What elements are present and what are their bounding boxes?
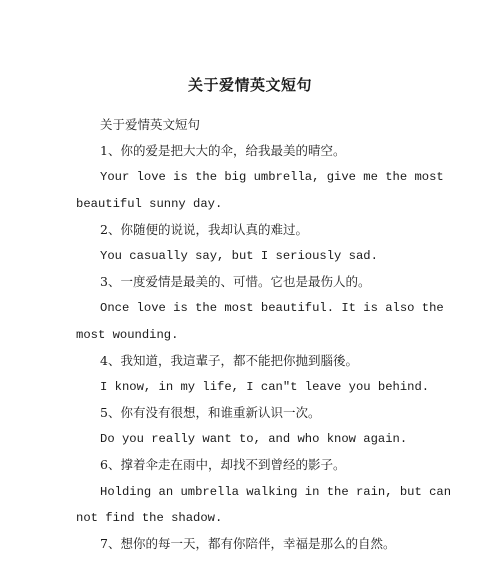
- text-line: 7、想你的每一天，都有你陪伴，幸福是那么的自然。: [100, 536, 396, 551]
- text-line: most wounding.: [76, 327, 179, 342]
- text-line: 6、撑着伞走在雨中，却找不到曾经的影子。: [100, 457, 346, 473]
- text-line: beautiful sunny day.: [76, 196, 223, 211]
- text-line: You casually say, but I seriously sad.: [100, 248, 378, 263]
- text-line: not find the shadow.: [76, 510, 223, 525]
- text-line: I know, in my life, I can"t leave you behind.: [100, 379, 430, 394]
- text-line: Once love is the most beautiful. It is also the: [100, 301, 444, 316]
- text-line: 5、你有没有很想，和谁重新认识一次。: [100, 405, 321, 421]
- text-line: Do you really want to, and who know again.: [100, 432, 408, 447]
- text-line: 1、你的爱是把大大的伞，给我最美的晴空。: [100, 143, 346, 159]
- text-line: Holding an umbrella walking in the rain, but can: [100, 484, 452, 499]
- document-title: 关于爱情英文短句: [187, 76, 312, 94]
- text-line: Your love is the big umbrella, give me the most: [100, 170, 444, 185]
- text-line: 4、我知道，我這輩子，都不能把你抛到腦後。: [100, 352, 358, 368]
- text-line: 3、一度爱情是最美的、可惜。它也是最伤人的。: [100, 274, 371, 290]
- text-line: 2、你随便的说说，我却认真的难过。: [100, 221, 308, 237]
- subtitle-line: 关于爱情英文短句: [100, 117, 201, 132]
- document-body: [76, 112, 452, 557]
